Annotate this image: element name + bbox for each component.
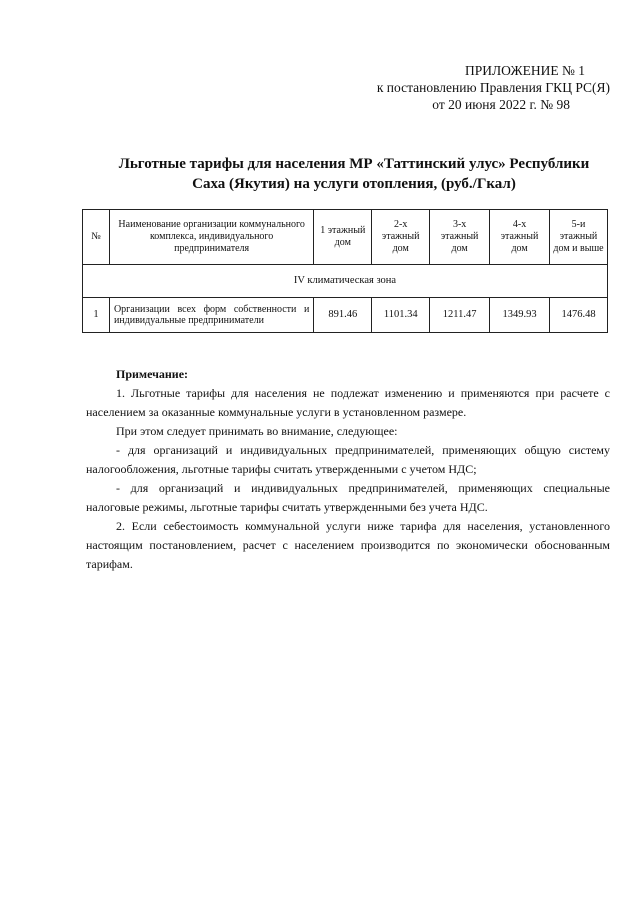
header-organization: Наименование организации коммунального комплекса, индивидуального предпринимателя xyxy=(109,210,313,265)
note-paragraph-3: - для организаций и индивидуальных предпринимателей, применяющих общую систему налогообложения, льготные тарифы считать утвержденными с учетом НДС; xyxy=(86,443,610,476)
header-floor-3: 3-х этажный дом xyxy=(430,210,490,265)
note-paragraph-5: 2. Если себестоимость коммунальной услуги ниже тарифа для населения, установленного настоящим постановлением, расчет с населением производится по экономически обоснованным тарифам. xyxy=(86,519,610,571)
tariff-floor-3: 1211.47 xyxy=(430,298,490,333)
header-floor-2: 2-х этажный дом xyxy=(372,210,430,265)
climate-zone-label: IV климатическая зона xyxy=(83,265,608,298)
tariff-floor-4: 1349.93 xyxy=(490,298,550,333)
title-line-1: Льготные тарифы для населения МР «Таттинский улус» Республики xyxy=(118,156,590,172)
tariff-floor-2: 1101.34 xyxy=(372,298,430,333)
appendix-number: ПРИЛОЖЕНИЕ № 1 xyxy=(464,63,585,78)
appendix-reference: к постановлению Правления ГКЦ РС(Я) xyxy=(376,80,610,95)
tariff-floor-5-plus: 1476.48 xyxy=(550,298,608,333)
note-paragraph-1: 1. Льготные тарифы для населения не подлежат изменению и применяются при расчете с населением за оказанные коммунальные услуги в установленном размере. xyxy=(86,386,610,419)
header-floor-4: 4-х этажный дом xyxy=(490,210,550,265)
note-paragraph-2: При этом следует принимать во внимание, следующее: xyxy=(116,424,398,438)
climate-zone-row xyxy=(83,265,608,298)
note-paragraph-4: - для организаций и индивидуальных предпринимателей, применяющих специальные налоговые режимы, льготные тарифы считать утвержденными без учета НДС. xyxy=(86,481,610,514)
notes-section xyxy=(86,365,610,574)
appendix-date: от 20 июня 2022 г. № 98 xyxy=(432,97,570,112)
row-organization: Организации всех форм собственности и индивидуальные предприниматели xyxy=(109,298,313,333)
title-line-2: Саха (Якутия) на услуги отопления, (руб./Гкал) xyxy=(192,176,516,192)
header-number: № xyxy=(83,210,110,265)
document-title xyxy=(84,154,624,194)
table-row xyxy=(83,298,608,333)
tariff-table xyxy=(82,209,608,333)
header-floor-5-plus: 5-и этажный дом и выше xyxy=(550,210,608,265)
appendix-header xyxy=(377,62,610,113)
notes-heading: Примечание: xyxy=(116,367,189,381)
header-floor-1: 1 этажный дом xyxy=(314,210,372,265)
table-header-row xyxy=(83,210,608,265)
row-number: 1 xyxy=(83,298,110,333)
tariff-floor-1: 891.46 xyxy=(314,298,372,333)
